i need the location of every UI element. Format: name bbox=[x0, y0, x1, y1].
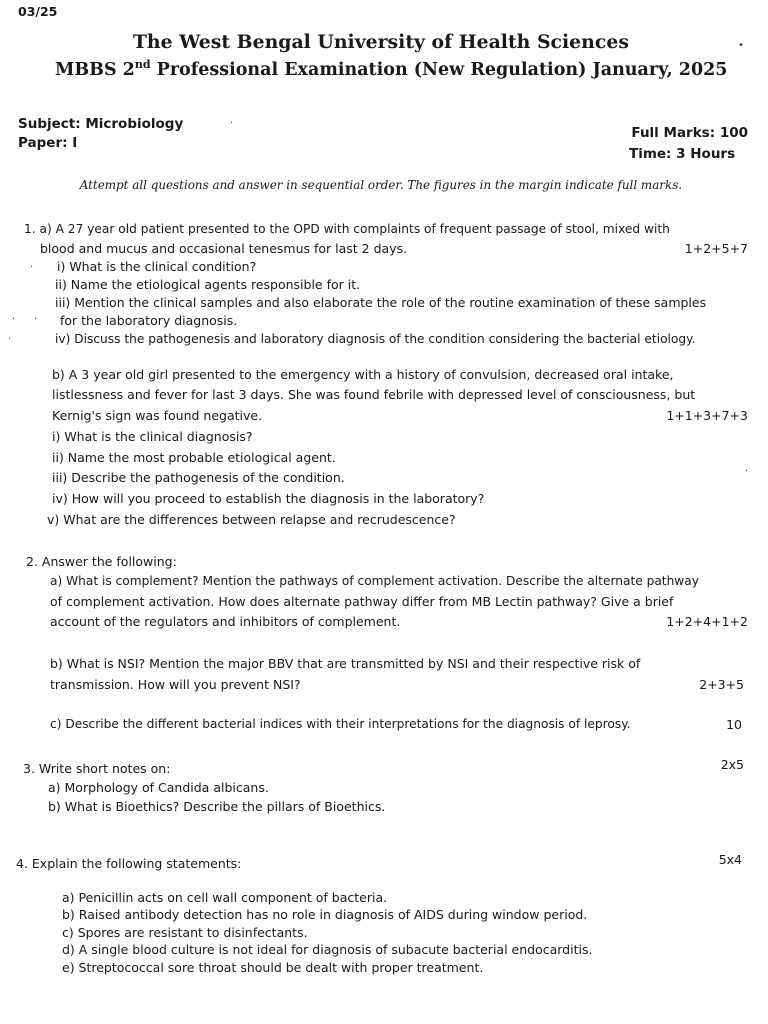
q1b-i: i) What is the clinical diagnosis? bbox=[52, 429, 253, 444]
q1b-marks: 1+1+3+7+3 bbox=[666, 408, 748, 423]
q4a: a) Penicillin acts on cell wall component of bacteria. bbox=[62, 890, 388, 905]
paper-label: Paper: I bbox=[18, 135, 78, 151]
exam-title bbox=[55, 58, 727, 80]
scan-speck: · bbox=[12, 314, 16, 325]
q3-marks: 2x5 bbox=[720, 757, 744, 772]
q1b-iv: iv) How will you proceed to establish the diagnosis in the laboratory? bbox=[52, 491, 485, 506]
q1b-line2: listlessness and fever for last 3 days. She was found febrile with depressed level of consciousness, but bbox=[52, 387, 696, 402]
q1a-ii: ii) Name the etiological agents responsible for it. bbox=[55, 277, 361, 292]
q2b-line1: b) What is NSI? Mention the major BBV that are transmitted by NSI and their respective risk of bbox=[50, 656, 641, 671]
scan-speck: · bbox=[30, 262, 34, 273]
q4b: b) Raised antibody detection has no role in diagnosis of AIDS during window period. bbox=[62, 907, 588, 922]
scan-speck: · bbox=[230, 118, 234, 129]
q1a-i: i) What is the clinical condition? bbox=[57, 259, 257, 274]
q1b-line1: b) A 3 year old girl presented to the emergency with a history of convulsion, decreased oral intake, bbox=[52, 367, 674, 382]
scan-speck: · bbox=[745, 466, 749, 477]
full-marks-label: Full Marks: 100 bbox=[631, 125, 748, 141]
q1a-marks: 1+2+5+7 bbox=[684, 241, 748, 256]
q2c-line: c) Describe the different bacterial indices with their interpretations for the diagnosis of leprosy. bbox=[50, 717, 631, 731]
university-title: The West Bengal University of Health Sciences bbox=[132, 31, 629, 53]
q1a-line1: 1. a) A 27 year old patient presented to the OPD with complaints of frequent passage of stool, mixed with bbox=[24, 222, 670, 236]
scan-speck: · bbox=[8, 334, 12, 345]
q1a-line2: blood and mucus and occasional tenesmus for last 2 days. bbox=[40, 241, 408, 256]
exam-title-sup: nd bbox=[134, 58, 151, 71]
q4-marks: 5x4 bbox=[718, 852, 742, 867]
q4d: d) A single blood culture is not ideal for diagnosis of subacute bacterial endocarditis. bbox=[62, 942, 593, 957]
exam-title-suffix: Professional Examination (New Regulation) January, 2025 bbox=[150, 59, 728, 80]
q2a-line2: of complement activation. How does alternate pathway differ from MB Lectin pathway? Give a brief bbox=[50, 594, 674, 609]
paper-code: 03/25 bbox=[18, 4, 58, 19]
q3-heading: 3. Write short notes on: bbox=[23, 761, 171, 776]
q4-heading: 4. Explain the following statements: bbox=[16, 856, 242, 871]
q1b-line3: Kernig's sign was found negative. bbox=[52, 408, 263, 423]
q3a: a) Morphology of Candida albicans. bbox=[48, 780, 269, 795]
q1a-iv: iv) Discuss the pathogenesis and laboratory diagnosis of the condition considering the bacterial etiology. bbox=[55, 332, 696, 346]
exam-title-prefix: MBBS 2 bbox=[55, 59, 135, 80]
q2c-marks: 10 bbox=[726, 717, 742, 732]
q4e: e) Streptococcal sore throat should be dealt with proper treatment. bbox=[62, 960, 484, 975]
q2a-line3: account of the regulators and inhibitors of complement. bbox=[50, 614, 401, 629]
q1b-ii: ii) Name the most probable etiological agent. bbox=[52, 450, 336, 465]
q2-heading: 2. Answer the following: bbox=[26, 554, 177, 569]
time-label: Time: 3 Hours bbox=[629, 146, 736, 162]
scan-speck: • bbox=[738, 40, 744, 51]
q2a-line1: a) What is complement? Mention the pathways of complement activation. Describe the alternate pathway bbox=[50, 574, 699, 588]
q2a-marks: 1+2+4+1+2 bbox=[666, 614, 748, 629]
q1a-iii-line1: iii) Mention the clinical samples and also elaborate the role of the routine examination of these samples bbox=[55, 295, 707, 310]
q2b-line2: transmission. How will you prevent NSI? bbox=[50, 677, 301, 692]
q1a-iii-line2: for the laboratory diagnosis. bbox=[60, 313, 238, 328]
q1b-iii: iii) Describe the pathogenesis of the condition. bbox=[52, 470, 345, 485]
q1b-v: v) What are the differences between relapse and recrudescence? bbox=[47, 512, 456, 527]
q2b-marks: 2+3+5 bbox=[699, 677, 744, 692]
scan-speck: · bbox=[34, 314, 38, 325]
q3b: b) What is Bioethics? Describe the pillars of Bioethics. bbox=[48, 799, 386, 814]
instructions: Attempt all questions and answer in sequential order. The figures in the margin indicate full marks. bbox=[79, 178, 683, 192]
subject-label: Subject: Microbiology bbox=[18, 116, 184, 132]
q4c: c) Spores are resistant to disinfectants. bbox=[62, 925, 308, 940]
